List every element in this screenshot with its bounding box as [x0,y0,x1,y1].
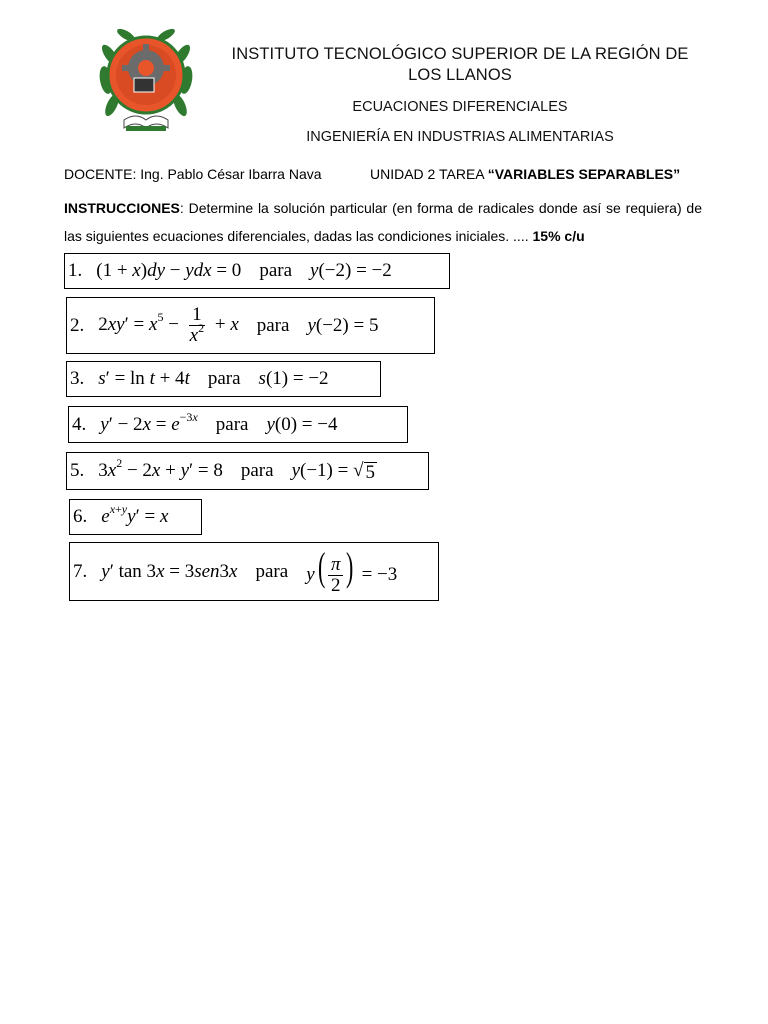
equation: s′ = ln t + 4t [98,368,190,389]
initial-condition: y(0) = −4 [266,413,338,435]
initial-condition: y( $\frac{\pi}{2}$ ) = −3 [306,543,398,597]
program-name: INGENIERÍA EN INDUSTRIAS ALIMENTARIAS [306,129,614,145]
instructions-label: INSTRUCCIONES [64,200,180,216]
problem-3: 3. s′ = ln t + 4t para s(1) = −2 [66,361,381,397]
initial-condition: y(−2) = 5 [307,314,379,336]
unit-label: UNIDAD 2 TAREA “VARIABLES SEPARABLES” [370,166,681,182]
equation: y′ tan 3x = 3sen3x [101,560,238,582]
institution-seal-icon [96,20,196,140]
problem-7: 7. y′ tan 3x = 3sen3x para y( $\frac{\pi}{2}$ ) = −3 [69,542,439,601]
problem-5: 5. $3x^2 - 2x + y' = 8$ para y(−1) = √ 5 [66,452,429,490]
equation: (1 + x)dy − ydx = 0 [96,260,242,281]
teacher-name: DOCENTE: Ing. Pablo César Ibarra Nava [64,166,322,182]
initial-condition: s(1) = −2 [258,368,329,389]
instructions-paragraph [64,194,702,250]
equation: $2xy' = x^5$ − $\frac{1}{x^2}$ + x [98,304,239,346]
course-name: ECUACIONES DIFERENCIALES [352,99,568,115]
problem-2: 2. $2xy' = x^5$ − $\frac{1}{x^2}$ + x para y(−2) = 5 [66,297,435,354]
institute-name: INSTITUTO TECNOLÓGICO SUPERIOR DE LA REGIÓN DE LOS LLANOS [231,45,689,84]
equation: $e^{x+y}y' = x$ [101,502,169,527]
problem-6: 6. $e^{x+y}y' = x$ [69,499,202,535]
initial-condition: y(−1) = √ 5 [291,460,376,483]
instructions-text: : Determine la solución particular (en forma de radicales donde así se requiera) de las siguientes ecuaciones diferenciales, dadas las condiciones iniciales. .... [64,200,702,244]
equation: $y' - 2x = e^{-3x}$ [100,409,198,435]
equation: $3x^2 - 2x + y' = 8$ [98,456,223,481]
grade-weight: 15% c/u [532,228,585,244]
initial-condition: y(−2) = −2 [310,260,392,281]
problem-4: 4. $y' - 2x = e^{-3x}$ para y(0) = −4 [68,406,408,443]
problem-1: 1. (1 + x)dy − ydx = 0 para y(−2) = −2 [64,253,450,289]
unit-title: “VARIABLES SEPARABLES” [487,166,681,182]
